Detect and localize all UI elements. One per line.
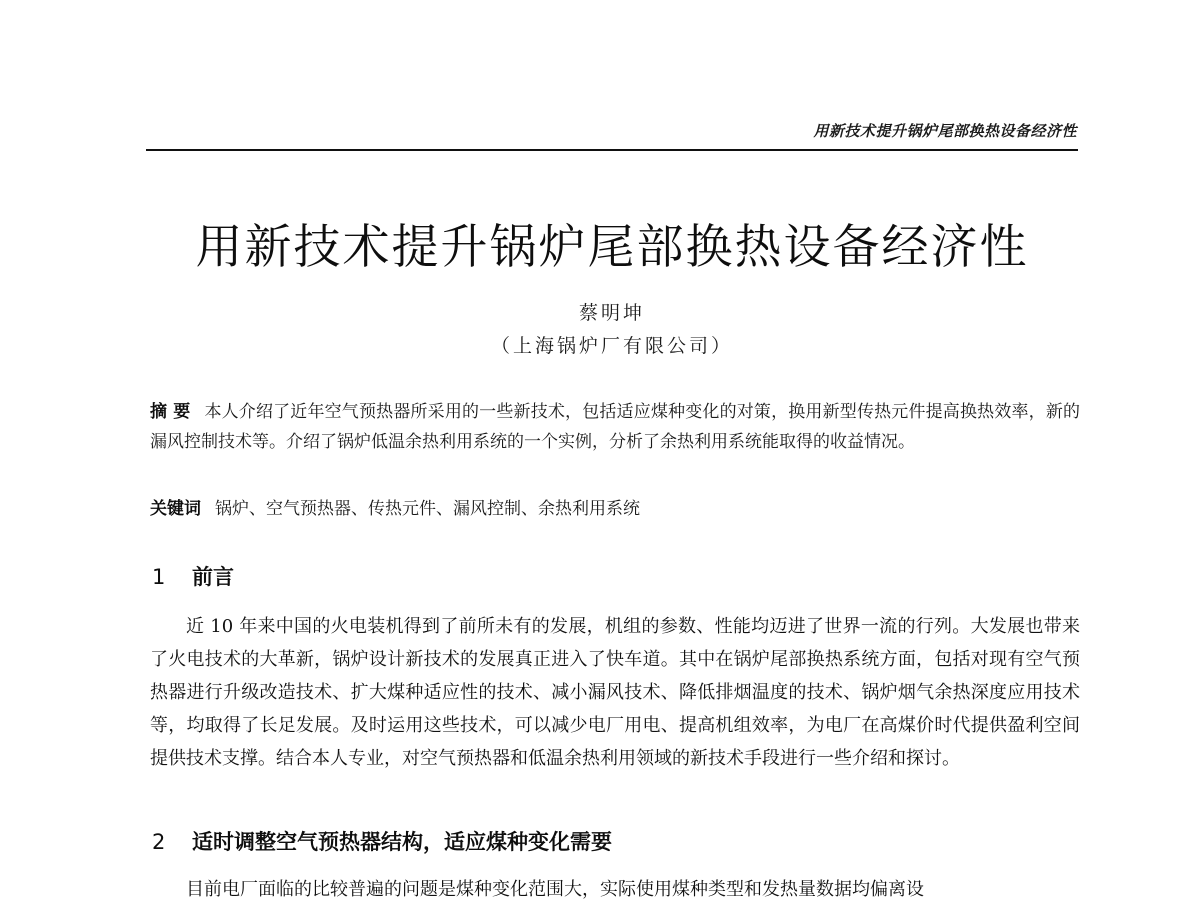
abstract-block <box>150 397 1080 457</box>
section-number: 1 <box>152 565 166 589</box>
running-header-title: 用新技术提升锅炉尾部换热设备经济性 <box>813 122 1077 140</box>
keywords-block <box>150 494 1080 524</box>
article-author: 蔡明坤 <box>578 302 645 324</box>
abstract-text: 本人介绍了近年空气预热器所采用的一些新技术，包括适应煤种变化的对策，换用新型传热元件提高换热效率，新的漏风控制技术等。介绍了锅炉低温余热利用系统的一个实例，分析了余热利用系统能取得的收益情况。 <box>150 402 1080 452</box>
section-title: 前言 <box>192 565 234 589</box>
section-heading-2 <box>152 826 612 856</box>
keywords-text: 锅炉、空气预热器、传热元件、漏风控制、余热利用系统 <box>215 499 640 519</box>
section-heading-1 <box>152 561 234 591</box>
section-1-paragraph: 近 10 年来中国的火电装机得到了前所未有的发展，机组的参数、性能均迈进了世界一流的行列。大发展也带来了火电技术的大革新，锅炉设计新技术的发展真正进入了快车道。其中在锅炉尾部换热系统方面，包括对现有空气预热器进行升级改造技术、扩大煤种适应性的技术、减小漏风技术、降低排烟温度的技术、锅炉烟气余热深度应用技术等，均取得了长足发展。及时运用这些技术，可以减少电厂用电、提高机组效率，为电厂在高煤价时代提供盈利空间提供技术支撑。结合本人专业，对空气预热器和低温余热利用领域的新技术手段进行一些介绍和探讨。 <box>150 616 1080 769</box>
section-2-paragraph: 目前电厂面临的比较普遍的问题是煤种变化范围大，实际使用煤种类型和发热量数据均偏离设 <box>186 879 924 900</box>
header-rule <box>146 149 1078 151</box>
section-title: 适时调整空气预热器结构，适应煤种变化需要 <box>192 830 612 854</box>
article-affiliation: （上海锅炉厂有限公司） <box>490 335 733 357</box>
keywords-label: 关键词 <box>150 499 201 519</box>
abstract-label: 摘 要 <box>150 402 191 422</box>
article-title: 用新技术提升锅炉尾部换热设备经济性 <box>195 220 1029 275</box>
section-number: 2 <box>152 830 166 854</box>
